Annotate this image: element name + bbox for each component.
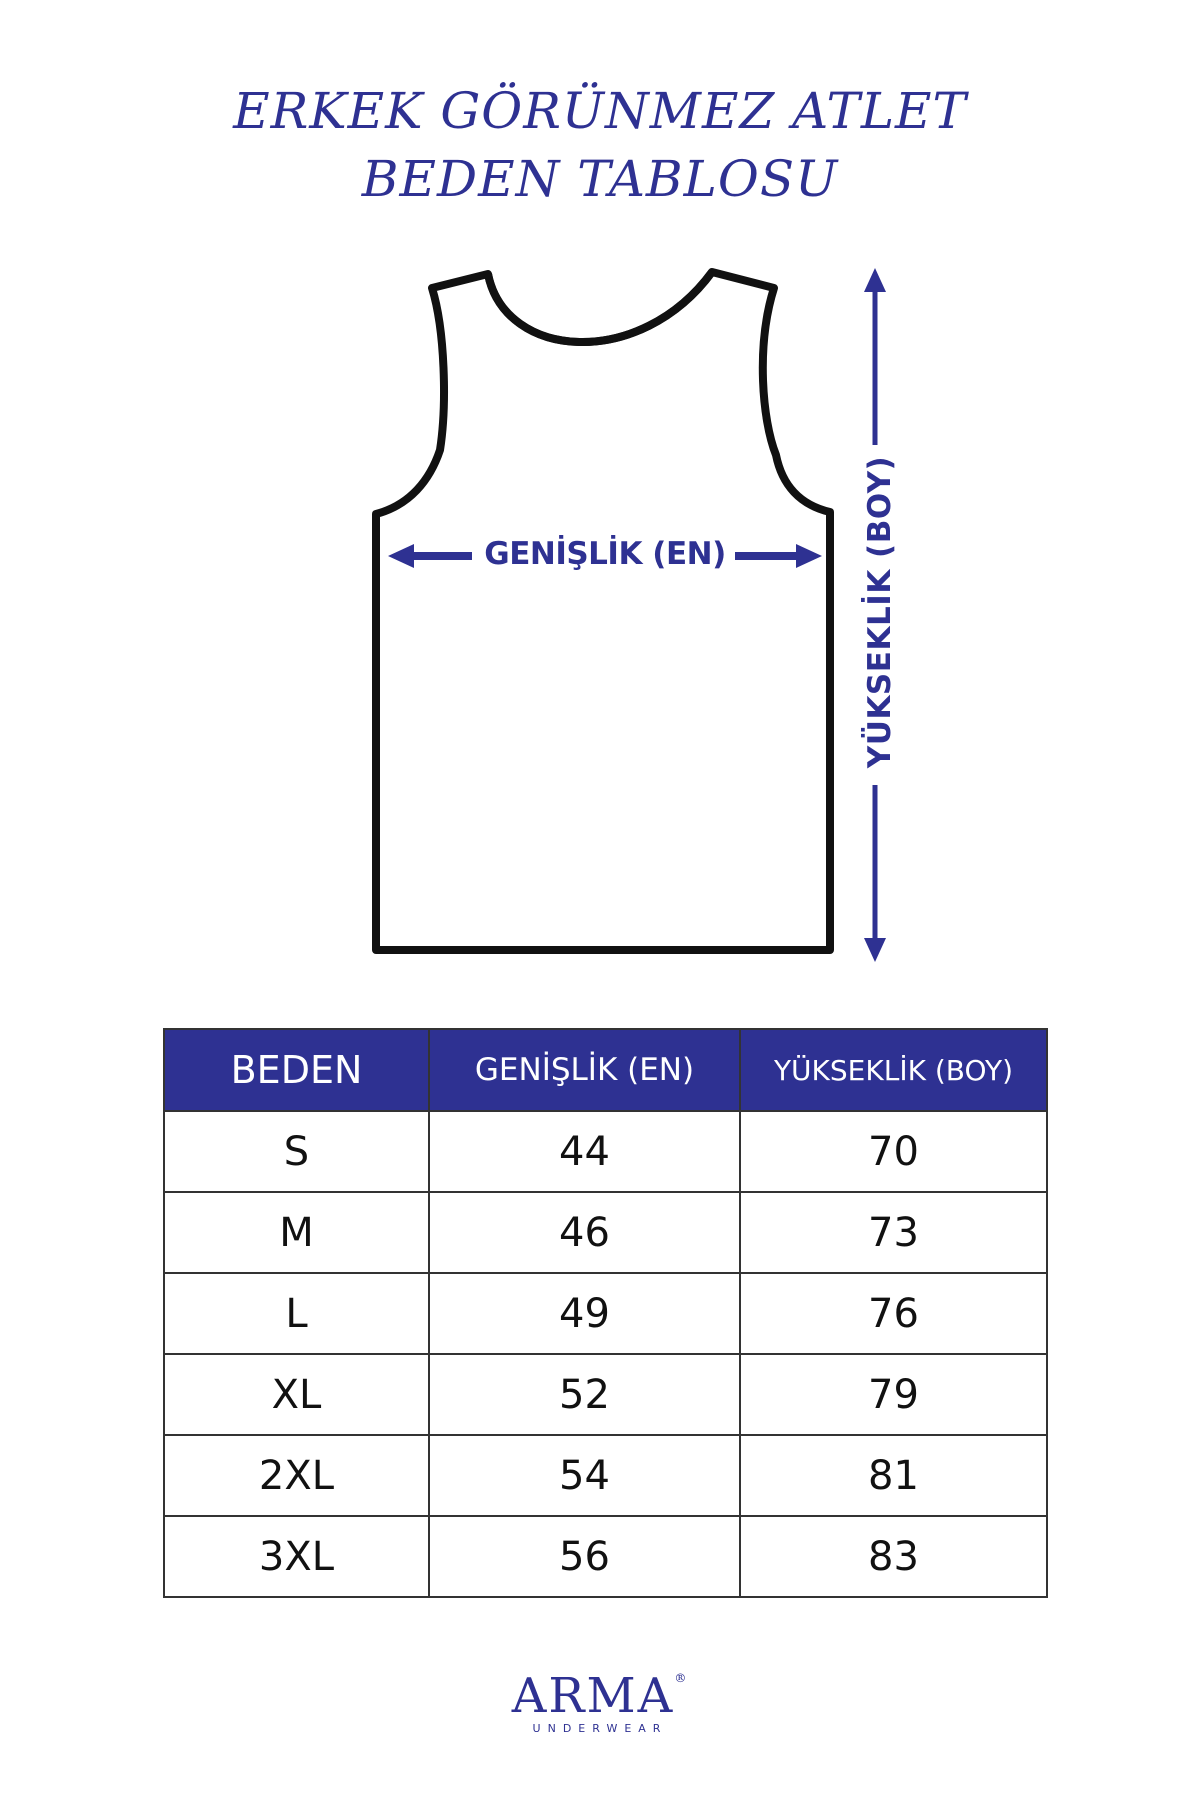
height-label: YÜKSEKLİK (BOY) xyxy=(862,455,898,769)
cell-height: 81 xyxy=(740,1435,1047,1516)
registered-mark: ® xyxy=(674,1671,689,1685)
header-size: BEDEN xyxy=(164,1029,429,1111)
table-row xyxy=(164,1354,1047,1435)
cell-size: 2XL xyxy=(164,1435,429,1516)
cell-height: 70 xyxy=(740,1111,1047,1192)
brand-logo xyxy=(0,1668,1200,1735)
cell-size: XL xyxy=(164,1354,429,1435)
cell-width: 44 xyxy=(429,1111,740,1192)
page-title-line-1: ERKEK GÖRÜNMEZ ATLET xyxy=(233,82,967,140)
cell-width: 54 xyxy=(429,1435,740,1516)
table-row xyxy=(164,1192,1047,1273)
cell-width: 56 xyxy=(429,1516,740,1597)
table-row xyxy=(164,1111,1047,1192)
cell-height: 73 xyxy=(740,1192,1047,1273)
cell-width: 52 xyxy=(429,1354,740,1435)
cell-height: 79 xyxy=(740,1354,1047,1435)
cell-width: 49 xyxy=(429,1273,740,1354)
table-row xyxy=(164,1516,1047,1597)
header-height: YÜKSEKLİK (BOY) xyxy=(740,1029,1047,1111)
table-row xyxy=(164,1273,1047,1354)
tank-top-outline xyxy=(376,272,830,950)
table-row xyxy=(164,1435,1047,1516)
page-title-line-2: BEDEN TABLOSU xyxy=(361,150,839,208)
cell-size: 3XL xyxy=(164,1516,429,1597)
cell-height: 83 xyxy=(740,1516,1047,1597)
cell-size: L xyxy=(164,1273,429,1354)
logo-subtitle: UNDERWEAR xyxy=(532,1722,668,1735)
cell-width: 46 xyxy=(429,1192,740,1273)
width-label: GENİŞLİK (EN) xyxy=(484,536,726,572)
cell-size: M xyxy=(164,1192,429,1273)
table-header-row xyxy=(164,1029,1047,1111)
cell-size: S xyxy=(164,1111,429,1192)
logo-name: ARMA xyxy=(511,1668,675,1724)
cell-height: 76 xyxy=(740,1273,1047,1354)
size-table xyxy=(163,1028,1048,1598)
header-width: GENİŞLİK (EN) xyxy=(429,1029,740,1111)
